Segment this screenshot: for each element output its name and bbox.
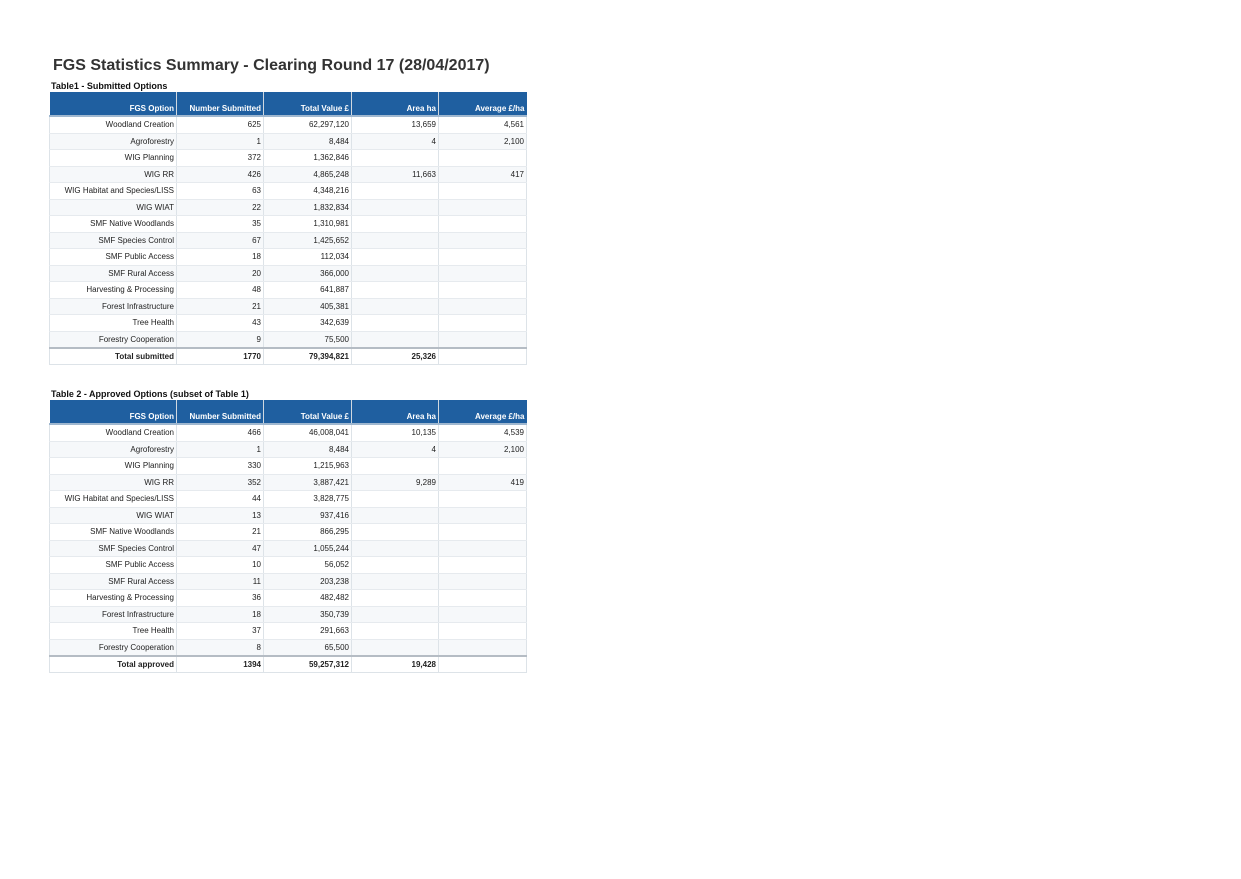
cell-average-per-ha bbox=[439, 623, 527, 640]
cell-average-per-ha bbox=[439, 282, 527, 299]
cell-average-per-ha bbox=[439, 458, 527, 475]
table-row bbox=[50, 249, 527, 266]
cell-average-per-ha: 417 bbox=[439, 166, 527, 183]
cell-average-per-ha bbox=[439, 639, 527, 656]
table-row bbox=[50, 590, 527, 607]
cell-number-submitted: 22 bbox=[177, 199, 264, 216]
cell-total-value: 56,052 bbox=[264, 557, 352, 574]
cell-fgs-option: WIG WIAT bbox=[50, 199, 177, 216]
cell-area-ha: 4 bbox=[352, 441, 439, 458]
table-row bbox=[50, 166, 527, 183]
cell-area-ha bbox=[352, 315, 439, 332]
cell-average-per-ha bbox=[439, 298, 527, 315]
cell-total-value: 75,500 bbox=[264, 331, 352, 348]
cell-fgs-option: WIG Planning bbox=[50, 458, 177, 475]
cell-average-per-ha: 4,539 bbox=[439, 424, 527, 441]
cell-number-submitted: 352 bbox=[177, 474, 264, 491]
cell-fgs-option: SMF Public Access bbox=[50, 249, 177, 266]
cell-area-ha bbox=[352, 639, 439, 656]
cell-area-ha bbox=[352, 524, 439, 541]
cell-average-per-ha: 2,100 bbox=[439, 133, 527, 150]
cell-fgs-option: Woodland Creation bbox=[50, 116, 177, 133]
cell-fgs-option: SMF Public Access bbox=[50, 557, 177, 574]
cell-total-value: 8,484 bbox=[264, 441, 352, 458]
cell-area-ha bbox=[352, 282, 439, 299]
cell-area-ha bbox=[352, 507, 439, 524]
cell-number-submitted: 18 bbox=[177, 249, 264, 266]
cell-area-ha bbox=[352, 232, 439, 249]
table-row bbox=[50, 623, 527, 640]
cell-total-value: 405,381 bbox=[264, 298, 352, 315]
cell-total-value: 1,310,981 bbox=[264, 216, 352, 233]
cell-total-value: 937,416 bbox=[264, 507, 352, 524]
cell-fgs-option: Tree Health bbox=[50, 623, 177, 640]
table-row bbox=[50, 199, 527, 216]
cell-average-per-ha bbox=[439, 524, 527, 541]
cell-average-per-ha bbox=[439, 150, 527, 167]
approved-options-table bbox=[49, 400, 527, 673]
cell-average-per-ha bbox=[439, 491, 527, 508]
submitted-options-table bbox=[49, 92, 527, 365]
table-row bbox=[50, 133, 527, 150]
cell-number-submitted: 20 bbox=[177, 265, 264, 282]
total-cell-fgs-option: Total approved bbox=[50, 656, 177, 673]
cell-area-ha bbox=[352, 590, 439, 607]
table-row bbox=[50, 232, 527, 249]
cell-average-per-ha bbox=[439, 315, 527, 332]
cell-fgs-option: Agroforestry bbox=[50, 441, 177, 458]
table-row bbox=[50, 298, 527, 315]
cell-total-value: 342,639 bbox=[264, 315, 352, 332]
table-row bbox=[50, 183, 527, 200]
cell-total-value: 1,832,834 bbox=[264, 199, 352, 216]
cell-area-ha bbox=[352, 573, 439, 590]
cell-number-submitted: 9 bbox=[177, 331, 264, 348]
cell-average-per-ha bbox=[439, 507, 527, 524]
table-row bbox=[50, 458, 527, 475]
cell-fgs-option: WIG RR bbox=[50, 474, 177, 491]
cell-number-submitted: 21 bbox=[177, 298, 264, 315]
column-header-number-submitted: Number Submitted bbox=[177, 400, 264, 424]
cell-average-per-ha bbox=[439, 249, 527, 266]
cell-number-submitted: 466 bbox=[177, 424, 264, 441]
cell-fgs-option: Tree Health bbox=[50, 315, 177, 332]
cell-number-submitted: 67 bbox=[177, 232, 264, 249]
cell-fgs-option: Harvesting & Processing bbox=[50, 590, 177, 607]
total-cell-average-per-ha bbox=[439, 656, 527, 673]
table-row bbox=[50, 282, 527, 299]
cell-total-value: 3,828,775 bbox=[264, 491, 352, 508]
table-header-row bbox=[50, 400, 527, 424]
cell-area-ha: 13,659 bbox=[352, 116, 439, 133]
cell-number-submitted: 35 bbox=[177, 216, 264, 233]
cell-fgs-option: WIG RR bbox=[50, 166, 177, 183]
page-title: FGS Statistics Summary - Clearing Round 17 (28/04/2017) bbox=[53, 57, 490, 74]
cell-number-submitted: 37 bbox=[177, 623, 264, 640]
cell-average-per-ha: 2,100 bbox=[439, 441, 527, 458]
table-row bbox=[50, 474, 527, 491]
cell-average-per-ha bbox=[439, 183, 527, 200]
cell-area-ha bbox=[352, 458, 439, 475]
cell-total-value: 112,034 bbox=[264, 249, 352, 266]
cell-average-per-ha bbox=[439, 232, 527, 249]
column-header-number-submitted: Number Submitted bbox=[177, 92, 264, 116]
cell-total-value: 1,362,846 bbox=[264, 150, 352, 167]
cell-average-per-ha bbox=[439, 606, 527, 623]
cell-area-ha bbox=[352, 199, 439, 216]
table-row bbox=[50, 424, 527, 441]
table-total-row bbox=[50, 348, 527, 365]
total-cell-area-ha: 25,326 bbox=[352, 348, 439, 365]
table-row bbox=[50, 573, 527, 590]
cell-area-ha: 4 bbox=[352, 133, 439, 150]
cell-number-submitted: 13 bbox=[177, 507, 264, 524]
cell-average-per-ha bbox=[439, 573, 527, 590]
cell-total-value: 1,215,963 bbox=[264, 458, 352, 475]
table-row bbox=[50, 441, 527, 458]
cell-fgs-option: SMF Rural Access bbox=[50, 573, 177, 590]
cell-average-per-ha bbox=[439, 265, 527, 282]
cell-number-submitted: 10 bbox=[177, 557, 264, 574]
cell-number-submitted: 43 bbox=[177, 315, 264, 332]
cell-total-value: 203,238 bbox=[264, 573, 352, 590]
cell-fgs-option: WIG Planning bbox=[50, 150, 177, 167]
table-total-row bbox=[50, 656, 527, 673]
cell-fgs-option: SMF Species Control bbox=[50, 232, 177, 249]
cell-number-submitted: 625 bbox=[177, 116, 264, 133]
cell-total-value: 641,887 bbox=[264, 282, 352, 299]
cell-total-value: 866,295 bbox=[264, 524, 352, 541]
cell-area-ha: 10,135 bbox=[352, 424, 439, 441]
cell-total-value: 65,500 bbox=[264, 639, 352, 656]
cell-fgs-option: WIG Habitat and Species/LISS bbox=[50, 183, 177, 200]
cell-number-submitted: 330 bbox=[177, 458, 264, 475]
cell-fgs-option: WIG Habitat and Species/LISS bbox=[50, 491, 177, 508]
table1-caption: Table1 - Submitted Options bbox=[51, 81, 168, 91]
cell-average-per-ha bbox=[439, 199, 527, 216]
cell-area-ha: 11,663 bbox=[352, 166, 439, 183]
column-header-area-ha: Area ha bbox=[352, 400, 439, 424]
cell-area-ha bbox=[352, 265, 439, 282]
cell-total-value: 350,739 bbox=[264, 606, 352, 623]
cell-average-per-ha bbox=[439, 540, 527, 557]
cell-fgs-option: SMF Native Woodlands bbox=[50, 524, 177, 541]
cell-area-ha: 9,289 bbox=[352, 474, 439, 491]
total-cell-number-submitted: 1770 bbox=[177, 348, 264, 365]
cell-average-per-ha: 419 bbox=[439, 474, 527, 491]
cell-area-ha bbox=[352, 623, 439, 640]
table-row bbox=[50, 639, 527, 656]
cell-total-value: 291,663 bbox=[264, 623, 352, 640]
cell-average-per-ha bbox=[439, 590, 527, 607]
cell-fgs-option: Harvesting & Processing bbox=[50, 282, 177, 299]
table-row bbox=[50, 524, 527, 541]
total-cell-total-value: 59,257,312 bbox=[264, 656, 352, 673]
column-header-area-ha: Area ha bbox=[352, 92, 439, 116]
cell-fgs-option: Agroforestry bbox=[50, 133, 177, 150]
cell-fgs-option: Forest Infrastructure bbox=[50, 606, 177, 623]
cell-area-ha bbox=[352, 331, 439, 348]
cell-number-submitted: 18 bbox=[177, 606, 264, 623]
total-cell-total-value: 79,394,821 bbox=[264, 348, 352, 365]
table-row bbox=[50, 116, 527, 133]
total-cell-fgs-option: Total submitted bbox=[50, 348, 177, 365]
cell-area-ha bbox=[352, 298, 439, 315]
cell-area-ha bbox=[352, 606, 439, 623]
total-cell-average-per-ha bbox=[439, 348, 527, 365]
column-header-total-value: Total Value £ bbox=[264, 400, 352, 424]
cell-fgs-option: SMF Native Woodlands bbox=[50, 216, 177, 233]
cell-number-submitted: 63 bbox=[177, 183, 264, 200]
cell-total-value: 62,297,120 bbox=[264, 116, 352, 133]
cell-area-ha bbox=[352, 249, 439, 266]
cell-number-submitted: 36 bbox=[177, 590, 264, 607]
table-row bbox=[50, 315, 527, 332]
cell-area-ha bbox=[352, 216, 439, 233]
cell-total-value: 1,055,244 bbox=[264, 540, 352, 557]
cell-average-per-ha bbox=[439, 331, 527, 348]
cell-number-submitted: 44 bbox=[177, 491, 264, 508]
table-row bbox=[50, 540, 527, 557]
table-row bbox=[50, 265, 527, 282]
cell-average-per-ha: 4,561 bbox=[439, 116, 527, 133]
table-row bbox=[50, 331, 527, 348]
table-row bbox=[50, 606, 527, 623]
cell-total-value: 46,008,041 bbox=[264, 424, 352, 441]
cell-area-ha bbox=[352, 540, 439, 557]
cell-average-per-ha bbox=[439, 557, 527, 574]
column-header-average-per-ha: Average £/ha bbox=[439, 92, 527, 116]
column-header-fgs-option: FGS Option bbox=[50, 92, 177, 116]
table-row bbox=[50, 557, 527, 574]
cell-fgs-option: SMF Rural Access bbox=[50, 265, 177, 282]
table-row bbox=[50, 491, 527, 508]
cell-number-submitted: 1 bbox=[177, 133, 264, 150]
cell-total-value: 3,887,421 bbox=[264, 474, 352, 491]
table-row bbox=[50, 150, 527, 167]
table2-caption: Table 2 - Approved Options (subset of Table 1) bbox=[51, 389, 249, 399]
table-header-row bbox=[50, 92, 527, 116]
cell-number-submitted: 47 bbox=[177, 540, 264, 557]
cell-number-submitted: 48 bbox=[177, 282, 264, 299]
cell-fgs-option: Forest Infrastructure bbox=[50, 298, 177, 315]
cell-fgs-option: Forestry Cooperation bbox=[50, 639, 177, 656]
cell-total-value: 482,482 bbox=[264, 590, 352, 607]
cell-number-submitted: 8 bbox=[177, 639, 264, 656]
cell-fgs-option: Forestry Cooperation bbox=[50, 331, 177, 348]
cell-total-value: 1,425,652 bbox=[264, 232, 352, 249]
cell-total-value: 4,865,248 bbox=[264, 166, 352, 183]
cell-number-submitted: 372 bbox=[177, 150, 264, 167]
cell-fgs-option: SMF Species Control bbox=[50, 540, 177, 557]
table-row bbox=[50, 216, 527, 233]
cell-total-value: 8,484 bbox=[264, 133, 352, 150]
column-header-fgs-option: FGS Option bbox=[50, 400, 177, 424]
cell-area-ha bbox=[352, 491, 439, 508]
column-header-total-value: Total Value £ bbox=[264, 92, 352, 116]
total-cell-area-ha: 19,428 bbox=[352, 656, 439, 673]
cell-area-ha bbox=[352, 557, 439, 574]
cell-area-ha bbox=[352, 150, 439, 167]
cell-total-value: 366,000 bbox=[264, 265, 352, 282]
table-row bbox=[50, 507, 527, 524]
cell-area-ha bbox=[352, 183, 439, 200]
cell-total-value: 4,348,216 bbox=[264, 183, 352, 200]
cell-average-per-ha bbox=[439, 216, 527, 233]
cell-number-submitted: 1 bbox=[177, 441, 264, 458]
column-header-average-per-ha: Average £/ha bbox=[439, 400, 527, 424]
cell-number-submitted: 426 bbox=[177, 166, 264, 183]
cell-fgs-option: Woodland Creation bbox=[50, 424, 177, 441]
cell-number-submitted: 11 bbox=[177, 573, 264, 590]
cell-number-submitted: 21 bbox=[177, 524, 264, 541]
cell-fgs-option: WIG WIAT bbox=[50, 507, 177, 524]
total-cell-number-submitted: 1394 bbox=[177, 656, 264, 673]
